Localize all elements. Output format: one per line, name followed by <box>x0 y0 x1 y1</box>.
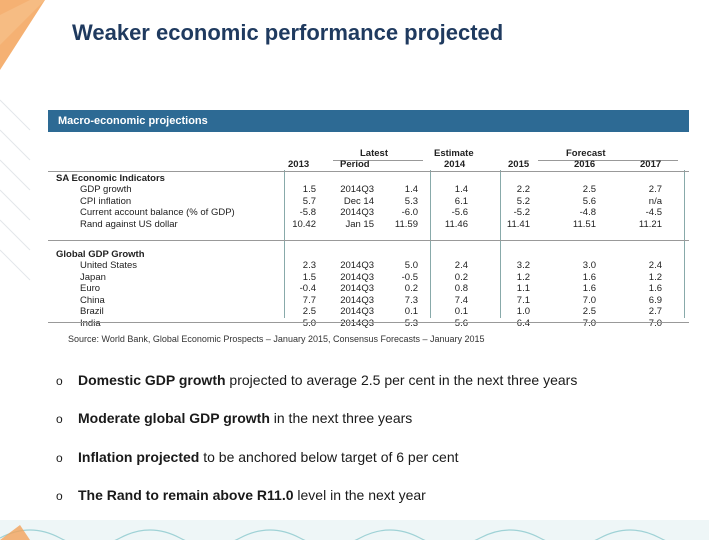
row-label: Brazil <box>80 306 104 317</box>
col-2015: 2015 <box>508 159 530 170</box>
row-label: Euro <box>80 283 101 294</box>
table-cell: 2014Q3 <box>340 294 374 306</box>
table-cell: 0.2 <box>404 283 418 294</box>
row-label: Rand against US dollar <box>80 218 178 230</box>
table-cell: 2.5 <box>582 184 596 195</box>
bullet-bold: The Rand to remain above R11.0 <box>78 487 294 503</box>
table-cell: 7.0 <box>648 317 662 329</box>
table-cell: 7.1 <box>516 294 530 306</box>
col-2016: 2016 <box>574 159 596 170</box>
table-cell: 11.59 <box>394 218 418 230</box>
table-row <box>48 260 689 271</box>
row-label: GDP growth <box>80 184 132 195</box>
bullet-item <box>56 372 577 388</box>
table-cell: 5.6 <box>582 195 596 207</box>
table-cell: n/a <box>648 195 662 207</box>
col-2014: 2014 <box>444 159 466 170</box>
table-cell: 2.2 <box>516 184 530 195</box>
table-cell: 11.46 <box>444 218 468 230</box>
table-cell: 2014Q3 <box>340 271 374 283</box>
table-cell: -5.6 <box>451 207 468 218</box>
bullet-item <box>56 449 459 465</box>
row-label: United States <box>80 260 138 271</box>
table-cell: Jan 15 <box>345 218 374 230</box>
table-cell: 11.51 <box>572 218 596 230</box>
col-2017: 2017 <box>640 159 662 170</box>
row-label: India <box>80 317 101 329</box>
table-cell: 2.7 <box>648 184 662 195</box>
table-cell: 0.1 <box>454 306 468 317</box>
col-2013: 2013 <box>288 159 310 170</box>
table-cell: 5.2 <box>516 195 530 207</box>
table-cell: 2.5 <box>582 306 596 317</box>
section-title <box>48 249 689 260</box>
table-row <box>48 219 689 230</box>
row-label: Current account balance (% of GDP) <box>80 207 235 218</box>
table-cell: 0.8 <box>454 283 468 294</box>
table-row <box>48 283 689 294</box>
bullet-text: in the next three years <box>269 410 413 426</box>
table-cell: 1.6 <box>582 283 596 294</box>
table-cell: 2.7 <box>648 306 662 317</box>
table-cell: 1.6 <box>648 283 662 294</box>
section-title <box>48 173 689 184</box>
table-cell: 1.5 <box>302 184 316 195</box>
table-row <box>48 306 689 317</box>
table-grid <box>48 132 689 329</box>
table-header: Macro-economic projections <box>48 110 689 132</box>
table-cell: 1.4 <box>404 184 418 195</box>
table-cell: 5.7 <box>302 195 316 207</box>
table-row <box>48 184 689 195</box>
table-cell: 7.0 <box>582 317 596 329</box>
table-cell: 6.9 <box>648 294 662 306</box>
table-cell: 5.6 <box>454 317 468 329</box>
table-cell: 2014Q3 <box>340 207 374 218</box>
table-cell: 10.42 <box>292 218 316 230</box>
table-cell: 7.0 <box>582 294 596 306</box>
corner-decoration <box>0 0 60 80</box>
table-cell: 5.0 <box>404 260 418 271</box>
table-cell: 1.4 <box>454 184 468 195</box>
source-note: Source: World Bank, Global Economic Prospects – January 2015, Consensus Forecasts – January 2015 <box>68 334 485 344</box>
table-cell: 2.5 <box>302 306 316 317</box>
table-cell: 5.3 <box>404 195 418 207</box>
table-cell: 1.2 <box>516 271 530 283</box>
bullet-marker: o <box>56 489 63 503</box>
table-cell: 6.1 <box>454 195 468 207</box>
col-period: Period <box>340 159 370 170</box>
projections-table <box>48 110 689 329</box>
bullet-marker: o <box>56 374 63 388</box>
table-cell: 2.4 <box>454 260 468 271</box>
table-cell: 11.41 <box>506 218 530 230</box>
row-label: Japan <box>80 271 106 283</box>
table-cell: 1.2 <box>648 271 662 283</box>
bottom-edge-pattern <box>0 520 709 540</box>
latest-header: Latest <box>360 148 388 159</box>
left-edge-pattern <box>0 90 40 320</box>
table-cell: -4.8 <box>579 207 596 218</box>
bullet-bold: Moderate global GDP growth <box>78 410 270 426</box>
table-cell: -5.2 <box>513 207 530 218</box>
section-title-global: Global GDP Growth <box>56 249 145 260</box>
table-cell: 1.0 <box>516 306 530 317</box>
table-row <box>48 318 689 329</box>
table-cell: 2014Q3 <box>340 306 374 317</box>
table-cell: 6.4 <box>516 317 530 329</box>
table-cell: 1.5 <box>302 271 316 283</box>
table-cell: 7.7 <box>302 294 316 306</box>
table-cell: 2014Q3 <box>340 184 374 195</box>
table-row <box>48 207 689 218</box>
bullet-text: to be anchored below target of 6 per cent <box>199 449 459 465</box>
bullet-text: projected to average 2.5 per cent in the next three years <box>225 372 578 388</box>
table-cell: 5.0 <box>302 317 316 329</box>
table-cell: 2.3 <box>302 260 316 271</box>
table-cell: 0.2 <box>454 271 468 283</box>
bullet-marker: o <box>56 451 63 465</box>
table-cell: 7.3 <box>404 294 418 306</box>
section-title-sa: SA Economic Indicators <box>56 173 165 184</box>
table-cell: 2014Q3 <box>340 283 374 294</box>
bullet-bold: Domestic GDP growth <box>78 372 226 388</box>
table-cell: -0.5 <box>401 271 418 283</box>
table-cell: 2014Q3 <box>340 317 374 329</box>
table-cell: -4.5 <box>645 207 662 218</box>
bullet-item <box>56 410 412 426</box>
table-cell: 7.4 <box>454 294 468 306</box>
table-cell: -5.8 <box>299 207 316 218</box>
table-cell: 0.1 <box>404 306 418 317</box>
bullet-text: level in the next year <box>293 487 426 503</box>
page-title: Weaker economic performance projected <box>72 20 504 45</box>
table-cell: -6.0 <box>401 207 418 218</box>
table-cell: 2014Q3 <box>340 260 374 271</box>
table-cell: 1.1 <box>516 283 530 294</box>
bullet-item <box>56 487 426 503</box>
table-cell: 5.3 <box>404 317 418 329</box>
bullet-marker: o <box>56 412 63 426</box>
table-cell: 3.0 <box>582 260 596 271</box>
table-row <box>48 295 689 306</box>
forecast-header: Forecast <box>566 148 606 159</box>
column-header-row <box>48 159 689 170</box>
row-label: China <box>80 294 105 306</box>
table-cell: 11.21 <box>638 218 662 230</box>
table-row <box>48 272 689 283</box>
table-cell: Dec 14 <box>343 195 374 207</box>
bullet-bold: Inflation projected <box>78 449 200 465</box>
table-cell: 3.2 <box>516 260 530 271</box>
table-row <box>48 196 689 207</box>
table-cell: 2.4 <box>648 260 662 271</box>
estimate-header: Estimate <box>434 148 474 159</box>
table-cell: 1.6 <box>582 271 596 283</box>
group-header-row <box>48 148 689 159</box>
row-label: CPI inflation <box>80 195 132 207</box>
table-cell: -0.4 <box>299 283 316 294</box>
